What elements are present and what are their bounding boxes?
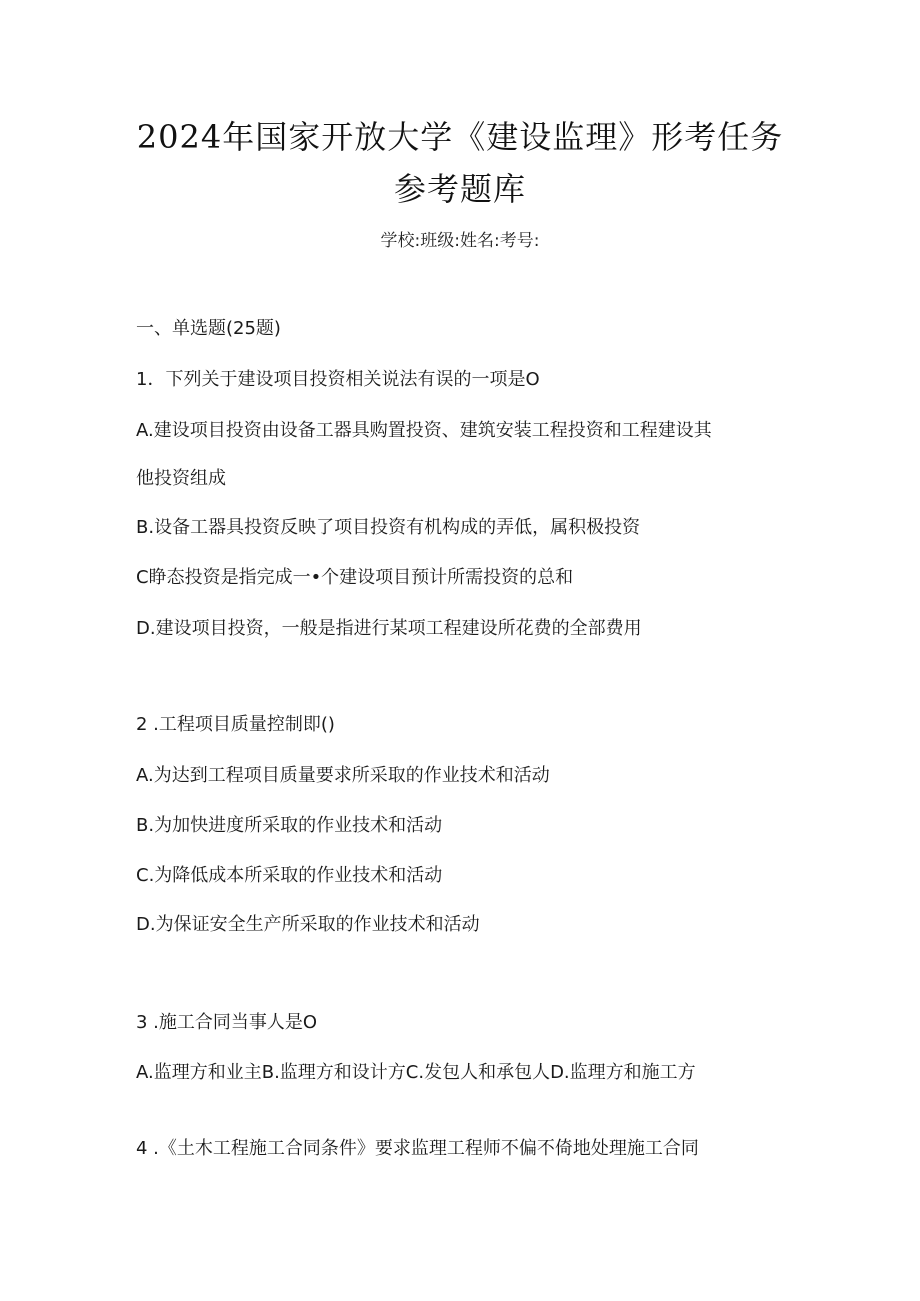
question-1-option-a-line-1: A.建设项目投资由设备工器具购置投资、建筑安装工程投资和工程建设其 bbox=[136, 420, 712, 441]
question-1-option-a-line-2: 他投资组成 bbox=[136, 468, 226, 489]
question-1-option-b: B.设备工器具投资反映了项目投资有机构成的弄低，属积极投资 bbox=[136, 517, 641, 538]
section-heading: 一、单选题(25题) bbox=[136, 318, 281, 339]
question-4-stem: 4 .《土木工程施工合同条件》要求监理工程师不偏不倚地处理施工合同 bbox=[136, 1138, 699, 1159]
question-2-option-a: A.为达到工程项目质量要求所采取的作业技术和活动 bbox=[136, 765, 550, 786]
document-title-line-1: 2024年国家开放大学《建设监理》形考任务 bbox=[136, 118, 784, 156]
question-1-option-c: C睁态投资是指完成一•个建设项目预计所需投资的总和 bbox=[136, 567, 574, 588]
question-2-option-c: C.为降低成本所采取的作业技术和活动 bbox=[136, 865, 443, 886]
student-info-line: 学校:班级:姓名:考号: bbox=[380, 231, 540, 251]
question-1-option-d: D.建设项目投资，一般是指进行某项工程建设所花费的全部费用 bbox=[136, 618, 642, 639]
question-2-option-d: D.为保证安全生产所采取的作业技术和活动 bbox=[136, 914, 480, 935]
question-3-stem: 3 .施工合同当事人是O bbox=[136, 1012, 318, 1033]
document-title-line-2: 参考题库 bbox=[393, 170, 526, 208]
question-1-stem: 1．下列关于建设项目投资相关说法有误的一项是O bbox=[136, 369, 540, 390]
question-2-stem: 2 .工程项目质量控制即() bbox=[136, 714, 335, 735]
question-3-options: A.监理方和业主B.监理方和设计方C.发包人和承包人D.监理方和施工方 bbox=[136, 1062, 696, 1083]
question-2-option-b: B.为加快进度所采取的作业技术和活动 bbox=[136, 815, 443, 836]
